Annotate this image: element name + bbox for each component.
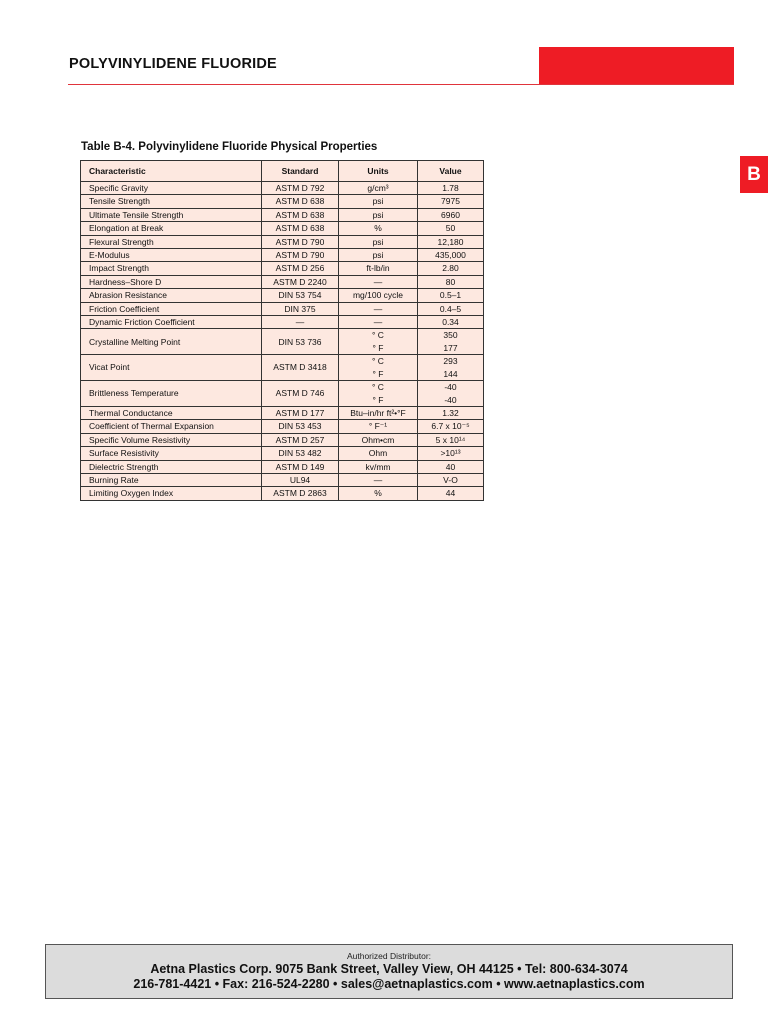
cell-standard: ASTM D 638 (262, 195, 339, 208)
cell-standard: ASTM D 790 (262, 249, 339, 262)
distributor-footer (45, 944, 733, 999)
cell-characteristic: Surface Resistivity (81, 447, 262, 460)
units-line: g/cm³ (367, 183, 389, 193)
table-row (81, 473, 484, 486)
cell-units (339, 222, 418, 235)
table-row (81, 222, 484, 235)
value-line: 6960 (441, 209, 460, 220)
cell-characteristic: Elongation at Break (81, 222, 262, 235)
cell-standard: ASTM D 2863 (262, 487, 339, 500)
cell-standard: ASTM D 2240 (262, 275, 339, 288)
cell-units (339, 420, 418, 433)
units-line: Btu–in/hr ft²•°F (350, 407, 406, 418)
units-line: ° F (372, 394, 384, 405)
table-row (81, 182, 484, 195)
cell-characteristic: Coefficient of Thermal Expansion (81, 420, 262, 433)
cell-standard: DIN 375 (262, 302, 339, 315)
cell-value (418, 447, 484, 460)
units-line: ° C (372, 330, 384, 341)
units-line: Ohm (368, 448, 388, 459)
footer-contact: 216-781-4421 • Fax: 216-524-2280 • sales@aetnaplastics.com • www.aetnaplastics.com (133, 977, 645, 991)
cell-value (418, 302, 484, 315)
page-title: POLYVINYLIDENE FLUORIDE (69, 56, 277, 72)
properties-table (80, 160, 484, 501)
cell-value (418, 195, 484, 208)
cell-units (339, 302, 418, 315)
cell-units (339, 406, 418, 419)
cell-characteristic: Impact Strength (81, 262, 262, 275)
column-header-characteristic: Characteristic (81, 161, 262, 182)
column-header-standard: Standard (262, 161, 339, 182)
cell-value (418, 262, 484, 275)
units-line: ° C (372, 382, 384, 393)
cell-value (418, 433, 484, 446)
units-line: — (373, 474, 383, 485)
column-header-value: Value (418, 161, 484, 182)
table-row (81, 302, 484, 315)
table-body (81, 182, 484, 501)
cell-value (418, 289, 484, 302)
cell-characteristic: Specific Volume Resistivity (81, 433, 262, 446)
value-line: 435,000 (435, 250, 466, 261)
cell-characteristic: Specific Gravity (81, 182, 262, 195)
cell-characteristic: Ultimate Tensile Strength (81, 208, 262, 221)
units-line: kv/mm (365, 461, 391, 472)
cell-characteristic: Dielectric Strength (81, 460, 262, 473)
cell-units (339, 208, 418, 221)
table-row (81, 460, 484, 473)
value-line: 50 (445, 223, 456, 234)
value-line: -40 (444, 394, 457, 405)
cell-value (418, 275, 484, 288)
table-row (81, 275, 484, 288)
cell-standard: ASTM D 3418 (262, 355, 339, 381)
header-accent-bar (539, 47, 734, 84)
cell-characteristic: Tensile Strength (81, 195, 262, 208)
table-row (81, 487, 484, 500)
units-line: psi (372, 209, 384, 220)
value-line: 0.34 (442, 317, 459, 328)
cell-characteristic: Brittleness Temperature (81, 381, 262, 407)
column-header-units: Units (339, 161, 418, 182)
cell-characteristic: Flexural Strength (81, 235, 262, 248)
cell-units (339, 381, 418, 407)
cell-standard: DIN 53 482 (262, 447, 339, 460)
cell-value (418, 381, 484, 407)
table-row (81, 355, 484, 381)
units-line: — (373, 317, 383, 328)
cell-value (418, 182, 484, 195)
units-line: — (373, 276, 383, 287)
cell-standard: ASTM D 638 (262, 222, 339, 235)
value-line: 2.80 (442, 263, 459, 274)
cell-value (418, 329, 484, 355)
cell-standard: ASTM D 257 (262, 433, 339, 446)
cell-units (339, 433, 418, 446)
cell-standard: ASTM D 638 (262, 208, 339, 221)
footer-label: Authorized Distributor: (346, 951, 432, 961)
cell-standard: ASTM D 790 (262, 235, 339, 248)
footer-address: Aetna Plastics Corp. 9075 Bank Street, Valley View, OH 44125 • Tel: 800-634-3074 (150, 962, 628, 976)
cell-units (339, 249, 418, 262)
value-line: 1.32 (442, 407, 459, 418)
value-line: 80 (445, 276, 456, 287)
table-row (81, 420, 484, 433)
cell-value (418, 249, 484, 262)
cell-units (339, 182, 418, 195)
cell-characteristic: Friction Coefficient (81, 302, 262, 315)
table-row (81, 329, 484, 355)
cell-characteristic: Burning Rate (81, 473, 262, 486)
table-caption: Table B-4. Polyvinylidene Fluoride Physical Properties (81, 141, 378, 153)
cell-units (339, 195, 418, 208)
cell-characteristic: Thermal Conductance (81, 406, 262, 419)
cell-value (418, 222, 484, 235)
cell-standard: ASTM D 746 (262, 381, 339, 407)
value-line: 177 (443, 342, 458, 353)
table-header-row (81, 161, 484, 182)
cell-value (418, 460, 484, 473)
units-line: ° F (372, 368, 384, 379)
units-line: % (374, 223, 382, 234)
cell-value (418, 420, 484, 433)
table-row (81, 316, 484, 329)
value-line: 0.5–1 (439, 290, 462, 301)
header-divider (68, 84, 734, 85)
cell-characteristic: Crystalline Melting Point (81, 329, 262, 355)
cell-value (418, 487, 484, 500)
value-line: 144 (443, 368, 458, 379)
cell-units (339, 460, 418, 473)
value-line: 0.4–5 (439, 303, 462, 314)
cell-standard: UL94 (262, 473, 339, 486)
cell-standard: DIN 53 754 (262, 289, 339, 302)
table-row (81, 235, 484, 248)
table-row (81, 406, 484, 419)
section-tab: B (740, 156, 768, 193)
cell-characteristic: Abrasion Resistance (81, 289, 262, 302)
value-line: 350 (443, 330, 458, 341)
value-line: 1.78 (442, 183, 459, 193)
value-line: 44 (445, 488, 456, 499)
value-line: 12,180 (437, 236, 464, 247)
cell-characteristic: Limiting Oxygen Index (81, 487, 262, 500)
cell-value (418, 316, 484, 329)
cell-units (339, 235, 418, 248)
units-line: % (374, 488, 382, 499)
value-line: 7975 (441, 196, 460, 207)
cell-units (339, 473, 418, 486)
units-line: ft-lb/in (366, 263, 390, 274)
cell-characteristic: E-Modulus (81, 249, 262, 262)
cell-standard: ASTM D 177 (262, 406, 339, 419)
units-line: ° F (372, 342, 384, 353)
cell-standard: ASTM D 256 (262, 262, 339, 275)
cell-characteristic: Vicat Point (81, 355, 262, 381)
table-row (81, 249, 484, 262)
table-row (81, 447, 484, 460)
cell-standard: DIN 53 736 (262, 329, 339, 355)
cell-value (418, 235, 484, 248)
value-line: V-O (443, 474, 458, 485)
cell-value (418, 473, 484, 486)
value-line: >10¹³ (440, 448, 461, 459)
cell-value (418, 406, 484, 419)
cell-characteristic: Dynamic Friction Coefficient (81, 316, 262, 329)
value-line: 293 (443, 356, 458, 367)
cell-units (339, 275, 418, 288)
table-row (81, 195, 484, 208)
value-line: 40 (445, 461, 456, 472)
value-line: 6.7 x 10⁻⁵ (431, 421, 470, 432)
table-row (81, 381, 484, 407)
cell-units (339, 262, 418, 275)
value-line: 5 x 10¹⁴ (435, 434, 466, 445)
cell-value (418, 208, 484, 221)
cell-standard: DIN 53 453 (262, 420, 339, 433)
units-line: ° C (372, 356, 384, 367)
cell-units (339, 289, 418, 302)
table-row (81, 289, 484, 302)
cell-standard: ASTM D 149 (262, 460, 339, 473)
cell-units (339, 447, 418, 460)
units-line: psi (372, 236, 384, 247)
cell-standard: — (262, 316, 339, 329)
units-line: Ohm•cm (361, 434, 395, 445)
cell-units (339, 487, 418, 500)
value-line: -40 (444, 382, 457, 393)
cell-value (418, 355, 484, 381)
units-line: psi (372, 196, 384, 207)
table-row (81, 208, 484, 221)
cell-units (339, 316, 418, 329)
table-row (81, 262, 484, 275)
units-line: — (373, 303, 383, 314)
units-line: psi (372, 250, 384, 261)
cell-units (339, 329, 418, 355)
cell-characteristic: Hardness–Shore D (81, 275, 262, 288)
units-line: ° F⁻¹ (368, 421, 388, 432)
cell-standard: ASTM D 792 (262, 182, 339, 195)
cell-units (339, 355, 418, 381)
units-line: mg/100 cycle (352, 290, 404, 301)
table-row (81, 433, 484, 446)
